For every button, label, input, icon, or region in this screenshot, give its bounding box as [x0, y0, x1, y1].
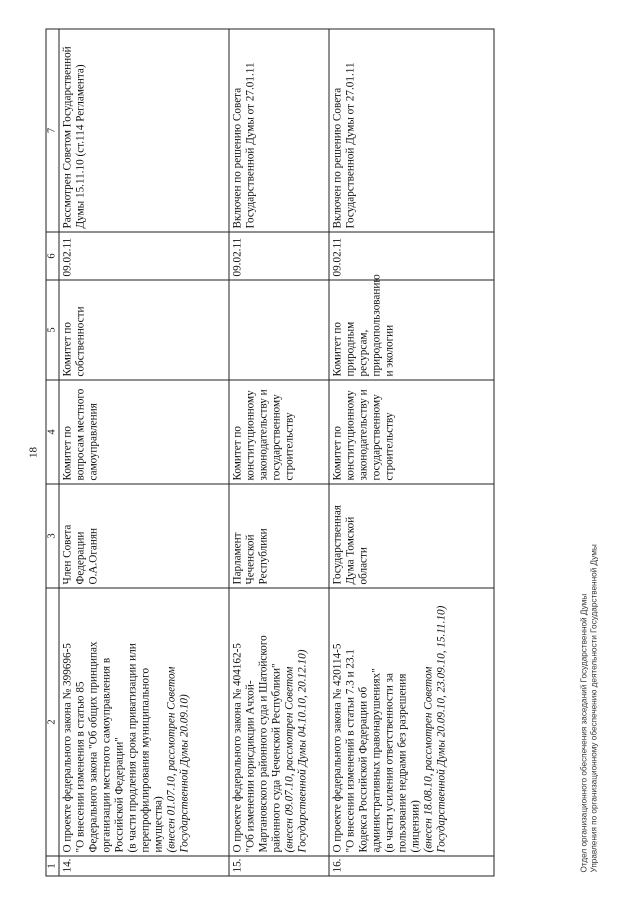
column-number-row [46, 29, 59, 876]
status-cell: Включен по решению Совета Государственной Думы от 27.01.11 [229, 29, 329, 232]
bill-line: О проекте федерального закона № 404162-5 [231, 643, 244, 853]
table-row [59, 29, 229, 876]
author-cell: Государственная Дума Томской области [329, 484, 494, 588]
bill-line: Кодекса Российской Федерации об [357, 686, 370, 853]
co-committee-cell: Комитет по собственности [59, 280, 229, 380]
committee-cell: Комитет по вопросам местного самоуправления [59, 380, 229, 484]
author-cell: Член Совета Федерации О.А.Оганян [59, 484, 229, 588]
bill-cell [329, 588, 494, 856]
bill-line: (в части усиления ответственности за [383, 673, 396, 853]
table-row [229, 29, 329, 876]
bill-line: пользование недрами без разрешения [396, 673, 409, 853]
bill-note: (внесен 01.07.10, рассмотрен Советом Государственной Думы 20.09.10) [165, 666, 191, 853]
bill-line: О проекте федерального закона № 399696-5 [61, 643, 74, 853]
column-number: 5 [46, 280, 59, 380]
bill-line: (в части продления срока приватизации или [126, 643, 139, 853]
bill-line: О проекте федерального закона № 420114-5 [331, 643, 344, 853]
column-number: 6 [46, 232, 59, 280]
bill-line: организации местного самоуправления в [100, 657, 113, 853]
bill-line: перепрофилирования муниципального [139, 667, 152, 853]
bill-line: районного суда Чеченской Республики" [270, 663, 283, 853]
bill-line: "О внесении изменения в статью 85 [74, 681, 87, 853]
bill-note: (внесен 18.08.10, рассмотрен Советом Государственной Думы 20.09.10, 23.09.10, 15.11.10) [422, 605, 448, 853]
footer-line: Управления по организационному обеспечению деятельности Государственной Думы [589, 544, 599, 873]
committee-cell: Комитет по конституционному законодательству и государственному строительству [229, 380, 329, 484]
bill-line: административных правонарушениях" [370, 668, 383, 853]
page-number: 18 [27, 447, 40, 458]
status-cell: Включен по решению Совета Государственной Думы от 27.01.11 [329, 29, 494, 232]
co-committee-cell [229, 280, 329, 380]
committee-cell: Комитет по конституционному законодательству и государственному строительству [329, 380, 494, 484]
footer-line: Отдел организационного обеспечения заседаний Государственной Думы [579, 593, 589, 873]
date-cell: 09.02.11 [329, 232, 494, 280]
bill-line: "О внесении изменений в статьи 7.3 и 23.1 [344, 649, 357, 853]
bill-line: Федерального закона "Об общих принципах [87, 641, 100, 853]
bill-note: (внесен 09.07.10, рассмотрен Советом Государственной Думы 04.10.10, 20.12.10) [283, 649, 309, 853]
column-number: 2 [46, 588, 59, 856]
bill-line: Российской Федерации" [113, 737, 126, 853]
row-number: 15. [229, 856, 329, 876]
footer [580, 544, 600, 872]
co-committee-cell: Комитет по природным ресурсам, природопользованию и экологии [329, 280, 494, 380]
status-cell: Рассмотрен Советом Государственной Думы 15.11.10 (ст.114 Регламента) [59, 29, 229, 232]
table-row [329, 29, 494, 876]
column-number: 1 [46, 856, 59, 876]
bill-line: "Об изменении юрисдикции Ачхой- [244, 680, 257, 853]
column-number: 3 [46, 484, 59, 588]
bill-line: имущества) [152, 796, 165, 853]
author-cell: Парламент Чеченской Республики [229, 484, 329, 588]
bill-line: (лицензии) [409, 800, 422, 853]
row-number: 16. [329, 856, 494, 876]
column-number: 7 [46, 29, 59, 232]
date-cell: 09.02.11 [229, 232, 329, 280]
bill-line: Мартановского районного суда и Шатойского [257, 635, 270, 853]
bill-cell [229, 588, 329, 856]
column-number: 4 [46, 380, 59, 484]
row-number: 14. [59, 856, 229, 876]
date-cell: 09.02.11 [59, 232, 229, 280]
rotated-sheet [28, 13, 613, 893]
bill-cell [59, 588, 229, 856]
bills-table [46, 29, 495, 877]
